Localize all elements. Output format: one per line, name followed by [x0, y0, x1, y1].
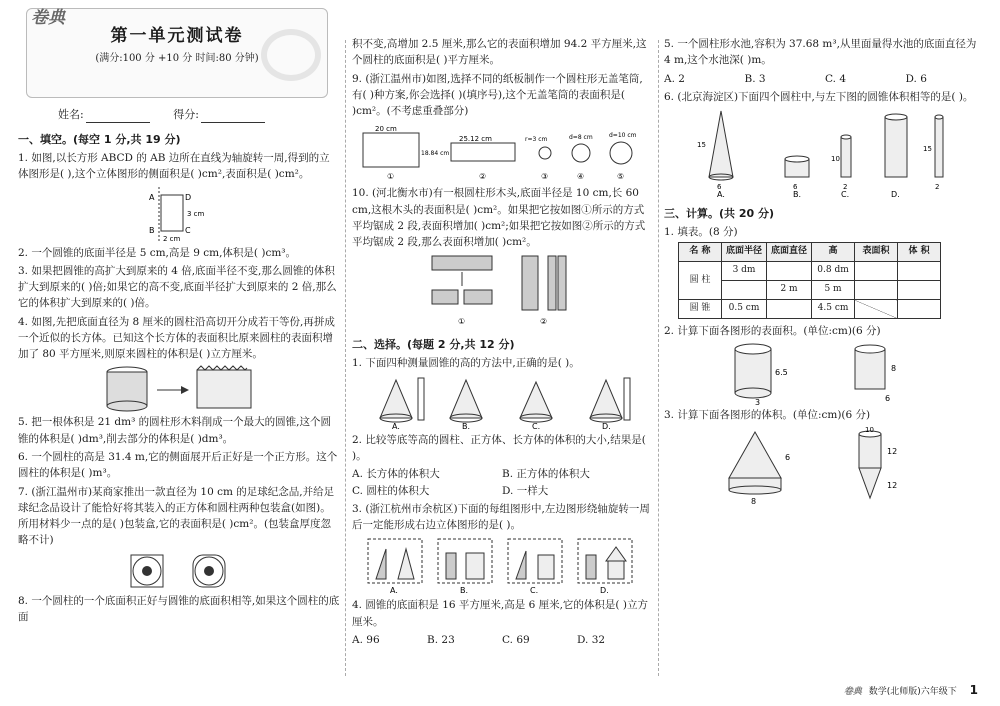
svg-text:10: 10	[831, 155, 840, 164]
score-field[interactable]	[201, 110, 265, 123]
title-box	[26, 8, 328, 98]
svg-text:8: 8	[891, 364, 897, 374]
svg-text:A.: A.	[392, 421, 400, 430]
calc-3: 3. 计算下面各图形的体积。(单位:cm)(6 分)	[664, 409, 871, 422]
question-10: 10. (河北衡水市)有一根圆柱形木头,底面半径是 10 cm,长 60 cm,这根木头的表面积是( )cm²。如果把它按如图①所示的方式平均锯成 2 段,表面积增加( )cm²;如果把它按如图②所示的方式平均锯成 2 段,那么表面积增加( )cm²。	[352, 187, 646, 249]
label-1884: 18.84 cm	[421, 150, 450, 158]
choice-6: 6. (北京海淀区)下面四个圆柱中,与左下图的圆锥体积相等的是( )。	[664, 90, 974, 103]
svg-text:15: 15	[697, 141, 706, 150]
svg-text:B.: B.	[460, 586, 469, 596]
svg-text:②: ②	[479, 172, 487, 182]
choice-4: 4. 圆锥的底面积是 16 平方厘米,高是 6 厘米,它的体积是( )立方厘米。	[352, 599, 648, 628]
label-d: D	[185, 192, 192, 202]
svg-text:A.: A.	[390, 586, 398, 596]
svg-text:3: 3	[755, 398, 761, 406]
svg-text:6: 6	[785, 452, 791, 462]
column-divider-2	[658, 40, 659, 676]
svg-text:A.: A.	[717, 190, 725, 198]
svg-text:B.: B.	[462, 421, 471, 430]
svg-text:①: ①	[387, 172, 395, 182]
footer-text: 数学(北师版)六年级下	[868, 687, 957, 698]
svg-text:D.: D.	[602, 421, 611, 430]
section-calc-title: 三、计算。(共 20 分)	[664, 207, 775, 221]
svg-text:6: 6	[793, 183, 798, 192]
question-4: 4. 如图,先把底面直径为 8 厘米的圆柱沿高切开分成若干等份,再拼成一个近似的长方体。已知这个长方体的表面积比原来圆柱的表面积增加了 80 平方厘米,则原来圆柱的体积是( )立方厘米。	[18, 315, 335, 361]
column-middle	[352, 0, 652, 686]
question-5: 5. 把一根体积是 21 dm³ 的圆柱形木料削成一个最大的圆锥,这个圆锥的体积是( )dm³,削去部分的体积是( )dm³。	[18, 416, 331, 445]
question-2: 2. 一个圆锥的底面半径是 5 cm,高是 9 cm,体积是( )cm³。	[18, 246, 296, 259]
svg-text:15: 15	[923, 145, 932, 154]
choice-3: 3. (浙江杭州市余杭区)下面的每组图形中,左边图形绕轴旋转一周后一定能形成右边立体图形的是( )。	[352, 502, 650, 532]
choice-2: 2. 比较等底等高的圆柱、正方体、长方体的体积的大小,结果是( )。	[352, 433, 646, 462]
label-b: B	[149, 225, 155, 235]
rotation-options-figure	[362, 535, 642, 595]
question-6: 6. 一个圆柱的高是 31.4 m,它的侧面展开后正好是一个正方形。这个圆柱的体积是( )m³。	[18, 451, 338, 480]
page-subtitle: (满分:100 分 +10 分 时间:80 分钟)	[95, 53, 259, 64]
score-label: 得分:	[173, 108, 199, 121]
label-width: 2 cm	[163, 234, 181, 243]
svg-text:12: 12	[887, 446, 898, 456]
cylinder-to-cuboid-figure	[99, 364, 259, 412]
paperboard-options-figure	[357, 121, 647, 183]
label-a: A	[149, 192, 155, 202]
question-7: 7. (浙江温州市)某商家推出一款直径为 10 cm 的足球纪念品,并给足球纪念品设计了能恰好将其装入的正方体和圆柱两种包装盒(如图)。所用材料少一点的是( )包装盒,它的表面积是( )cm²。(包装盒厚度忽略不计)	[18, 485, 335, 547]
section-choice-title: 二、选择。(每题 2 分,共 12 分)	[352, 338, 515, 352]
svg-text:6: 6	[885, 394, 891, 404]
table-row: 圆 锥 0.5 cm 4.5 cm	[679, 300, 941, 319]
choice-1: 1. 下面四种测量圆锥的高的方法中,正确的是( )。	[352, 357, 580, 370]
question-8: 8. 一个圆柱的一个底面积正好与圆锥的底面积相等,如果这个圆柱的底面	[18, 594, 340, 623]
svg-text:6: 6	[717, 183, 722, 192]
cone-cylinders-figure	[685, 107, 965, 197]
svg-text:④: ④	[577, 172, 585, 182]
question-8-continued: 积不变,高增加 2.5 厘米,那么它的表面积增加 94.2 平方厘米,这个圆柱的底面积是( )平方厘米。	[352, 38, 647, 67]
table-row: 圆 柱 3 dm 0.8 dm	[679, 262, 941, 281]
svg-text:①: ①	[458, 317, 466, 327]
name-score-row	[58, 106, 340, 123]
column-divider	[345, 40, 346, 676]
svg-text:D.: D.	[600, 586, 609, 596]
rectangle-abcd-figure	[139, 185, 219, 243]
column-right	[664, 0, 986, 686]
cone-measure-figure	[362, 374, 642, 430]
surface-area-figure	[715, 341, 935, 405]
fill-table: 名 称 底面半径 底面直径 高 表面积 体 积 圆 柱 3 dm 0.8 dm 2 m 5 m 圆 锥 0.5 cm 4.5 cm	[678, 242, 941, 319]
page-title: 第一单元测试卷	[110, 26, 244, 46]
column-left	[18, 0, 340, 686]
question-9: 9. (浙江温州市)如图,选择不同的纸板制作一个圆柱形无盖笔筒,有( )种方案,你会选择( )(填序号),这个无盖笔筒的表面积是( )cm²。(不考虑重叠部分)	[352, 72, 643, 118]
label-2512: 25.12 cm	[459, 135, 492, 144]
brand-logo: 卷典	[31, 8, 65, 28]
choice-5: 5. 一个圆柱形水池,容积为 37.68 m³,从里面量得水池的底面直径为 4 m,这个水池深( )m。	[664, 38, 977, 67]
name-label: 姓名:	[58, 108, 84, 121]
name-field[interactable]	[86, 110, 150, 123]
log-cutting-figure	[402, 252, 602, 328]
footer-logo: 卷典	[843, 687, 862, 698]
choice-4-options: A. 96 B. 23 C. 69 D. 32	[352, 633, 606, 646]
calc-1: 1. 填表。(8 分)	[664, 226, 738, 239]
label-r3: r=3 cm	[525, 136, 548, 144]
svg-text:⑤: ⑤	[617, 172, 625, 182]
choice-2-options: A. 长方体的体积大 B. 正方体的体积大 C. 圆柱的体积大 D. 一样大	[352, 468, 590, 497]
section-fill-title: 一、填空。(每空 1 分,共 19 分)	[18, 133, 181, 147]
label-20cm: 20 cm	[375, 125, 397, 134]
svg-text:C.: C.	[841, 190, 850, 198]
calc-2: 2. 计算下面各图形的表面积。(单位:cm)(6 分)	[664, 325, 881, 338]
svg-text:12: 12	[887, 480, 898, 490]
choice-5-options: A. 2 B. 3 C. 4 D. 6	[664, 72, 927, 85]
volume-figure	[715, 426, 935, 506]
page-number: 1	[969, 683, 978, 698]
label-height: 3 cm	[187, 209, 205, 218]
svg-text:2: 2	[843, 183, 848, 192]
svg-text:③: ③	[541, 172, 549, 182]
svg-text:C.: C.	[532, 421, 541, 430]
svg-text:2: 2	[935, 183, 940, 192]
svg-text:10: 10	[865, 425, 874, 434]
table-row: 2 m 5 m	[679, 281, 941, 300]
label-d10: d=10 cm	[609, 132, 637, 140]
svg-text:②: ②	[540, 317, 548, 327]
svg-text:8: 8	[751, 496, 757, 506]
football-boxes-figure	[109, 551, 249, 591]
svg-text:D.: D.	[891, 190, 900, 198]
question-3: 3. 如果把圆锥的高扩大到原来的 4 倍,底面半径不变,那么圆锥的体积扩大到原来的( )倍;如果它的高不变,底面半径扩大到原来的 2 倍,那么它的体积扩大到原来的( )倍。	[18, 264, 337, 310]
svg-text:C.: C.	[530, 586, 539, 596]
question-1: 1. 如图,以长方形 ABCD 的 AB 边所在直线为轴旋转一周,得到的立体图形是( ),这个立体图形的侧面积是( )cm²,表面积是( )cm²。	[18, 152, 330, 181]
label-d8: d=8 cm	[569, 134, 593, 142]
svg-text:6.5: 6.5	[775, 368, 788, 378]
svg-text:B.: B.	[793, 190, 802, 198]
page-footer	[844, 681, 978, 700]
label-c: C	[185, 225, 191, 235]
